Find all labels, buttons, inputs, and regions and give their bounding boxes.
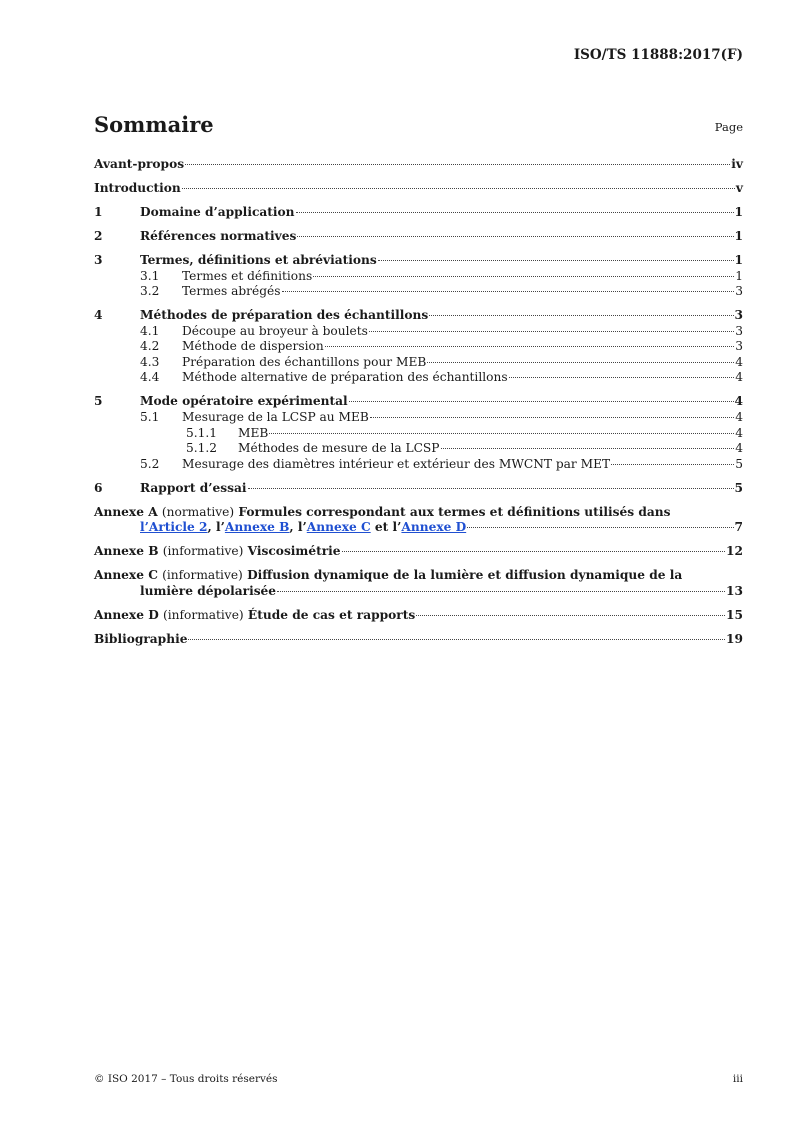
toc-section-number: 3 xyxy=(94,252,103,267)
toc-entry-title: Préparation des échantillons pour MEB xyxy=(182,354,427,369)
toc-entry-section-5-1-2[interactable] xyxy=(94,441,743,457)
annex-c-link[interactable]: Annexe C xyxy=(306,520,371,535)
toc-entry-title: Méthode alternative de préparation des échantillons xyxy=(182,370,508,385)
dot-leader xyxy=(441,448,735,449)
annex-kind: (informative) xyxy=(162,568,243,583)
dot-leader xyxy=(349,401,734,402)
toc-entry-section-3-1[interactable] xyxy=(94,269,743,285)
toc-entry-section-5-1-1[interactable] xyxy=(94,426,743,442)
toc-page-number: 5 xyxy=(735,456,743,471)
toc-section-number: 3.1 xyxy=(140,268,160,283)
toc-page-number: iv xyxy=(731,157,743,171)
toc-page-number: 4 xyxy=(735,425,743,440)
toc-entry-section-6[interactable] xyxy=(94,481,743,497)
toc-entry-bibliographie[interactable] xyxy=(94,632,743,648)
toc-page-number: 15 xyxy=(726,607,743,622)
toc-entry-section-5-1[interactable] xyxy=(94,410,743,426)
dot-leader xyxy=(427,362,734,363)
annex-separator: , l’ xyxy=(289,520,307,535)
annex-label: Annexe C xyxy=(94,568,158,583)
toc-entry-section-4[interactable] xyxy=(94,308,743,324)
dot-leader xyxy=(182,188,735,189)
annex-title-continued: lumière dépolarisée xyxy=(140,583,277,598)
annex-b-link[interactable]: Annexe B xyxy=(224,520,290,535)
toc-entry-title: Termes abrégés xyxy=(182,284,281,299)
toc-page-number: 1 xyxy=(734,228,743,243)
toc-section-number: 4 xyxy=(94,308,103,323)
document-id: ISO/TS 11888:2017(F) xyxy=(573,47,743,63)
dot-leader xyxy=(378,260,734,261)
toc-page-number: 13 xyxy=(726,583,743,598)
toc-entry-section-4-1[interactable] xyxy=(94,324,743,340)
toc-page-number: 1 xyxy=(735,268,743,283)
dot-leader xyxy=(269,433,734,434)
toc-entry-annex-c-continuation[interactable] xyxy=(94,584,743,600)
toc-entry-introduction[interactable] xyxy=(94,181,743,197)
article-2-link[interactable]: l’Article 2 xyxy=(140,520,208,535)
toc-entry-title: Rapport d’essai xyxy=(140,480,247,495)
toc-section-number: 4.2 xyxy=(140,339,160,354)
toc-entry-title: Bibliographie xyxy=(94,631,188,646)
annex-label: Annexe A xyxy=(94,504,158,519)
toc-entry-avant-propos[interactable] xyxy=(94,157,743,173)
annex-kind: (informative) xyxy=(162,544,244,559)
dot-leader xyxy=(248,488,734,489)
toc-section-number: 5.1.1 xyxy=(186,425,218,440)
toc-entry-annex-c[interactable] xyxy=(94,568,743,584)
toc-entry-title: Références normatives xyxy=(140,228,297,243)
toc-page-number: 4 xyxy=(735,370,743,385)
dot-leader xyxy=(416,615,725,616)
toc-section-number: 5.1.2 xyxy=(186,441,218,456)
annex-title: Étude de cas et rapports xyxy=(247,607,416,622)
toc-page-number: 19 xyxy=(726,631,743,646)
page-column-label: Page xyxy=(714,120,743,134)
toc-page-number: 12 xyxy=(726,544,743,559)
toc-entry-section-1[interactable] xyxy=(94,205,743,221)
toc-section-number: 5.2 xyxy=(140,456,160,471)
toc-section-number: 6 xyxy=(94,480,103,495)
dot-leader xyxy=(429,315,733,316)
toc-section-number: 4.4 xyxy=(140,370,160,385)
annex-title: Viscosimétrie xyxy=(247,544,341,559)
annex-kind: (informative) xyxy=(163,607,244,622)
dot-leader xyxy=(313,276,734,277)
toc-entry-title: Domaine d’application xyxy=(140,204,295,219)
toc-entry-title: MEB xyxy=(238,425,269,440)
annex-kind: (normative) xyxy=(161,504,235,519)
toc-page-number: 3 xyxy=(734,308,743,323)
toc-entry-section-4-2[interactable] xyxy=(94,339,743,355)
dot-leader xyxy=(342,551,726,552)
toc-entry-title: Mesurage des diamètres intérieur et extérieur des MWCNT par MET xyxy=(182,456,611,471)
toc-section-number: 5 xyxy=(94,394,103,409)
toc-entry-title: Termes, définitions et abréviations xyxy=(140,252,377,267)
toc-entry-annex-a[interactable] xyxy=(94,505,743,521)
dot-leader xyxy=(509,377,735,378)
toc-page-number: 4 xyxy=(735,441,743,456)
toc-entry-title: Avant-propos xyxy=(94,157,185,171)
toc-entry-title: Mode opératoire expérimental xyxy=(140,394,348,409)
toc-entry-title: Mesurage de la LCSP au MEB xyxy=(182,410,369,425)
annex-separator: , l’ xyxy=(207,520,225,535)
annex-label: Annexe D xyxy=(94,607,159,622)
annex-title: Formules correspondant aux termes et définitions utilisés dans xyxy=(238,504,671,519)
footer-page-number: iii xyxy=(732,1073,743,1085)
toc-section-number: 5.1 xyxy=(140,410,160,425)
dot-leader xyxy=(277,591,725,592)
toc-page-number: v xyxy=(735,180,743,195)
annex-title: Diffusion dynamique de la lumière et diffusion dynamique de la xyxy=(247,568,683,583)
annex-d-link[interactable]: Annexe D xyxy=(401,520,467,535)
toc-entry-section-4-4[interactable] xyxy=(94,370,743,386)
toc-page-number: 5 xyxy=(734,480,743,495)
toc-entry-title: Méthodes de préparation des échantillons xyxy=(140,308,429,323)
toc-page-number: 3 xyxy=(735,339,743,354)
dot-leader xyxy=(185,164,730,165)
toc-section-number: 2 xyxy=(94,228,103,243)
toc-entry-annex-a-continuation[interactable] xyxy=(94,520,743,536)
toc-section-number: 1 xyxy=(94,204,103,219)
table-of-contents xyxy=(94,157,743,648)
toc-entry-section-4-3[interactable] xyxy=(94,355,743,371)
toc-entry-title: Découpe au broyeur à boulets xyxy=(182,323,368,338)
toc-section-number: 4.1 xyxy=(140,323,160,338)
toc-page-number: 4 xyxy=(735,354,743,369)
dot-leader xyxy=(282,291,735,292)
toc-entry-title: Termes et définitions xyxy=(182,268,313,283)
dot-leader xyxy=(467,527,733,528)
toc-page-number: 4 xyxy=(734,394,743,409)
toc-page-number: 3 xyxy=(735,284,743,299)
toc-page-number: 3 xyxy=(735,323,743,338)
dot-leader xyxy=(188,639,725,640)
dot-leader xyxy=(611,464,734,465)
toc-page-number: 1 xyxy=(734,204,743,219)
toc-section-number: 4.3 xyxy=(140,354,160,369)
toc-entry-section-3-2[interactable] xyxy=(94,284,743,300)
toc-entry-section-5[interactable] xyxy=(94,394,743,410)
annex-separator: et l’ xyxy=(370,520,402,535)
toc-entry-section-2[interactable] xyxy=(94,229,743,245)
toc-entry-annex-d[interactable] xyxy=(94,608,743,624)
page-title: Sommaire xyxy=(94,112,214,137)
dot-leader xyxy=(369,331,734,332)
toc-section-number: 3.2 xyxy=(140,284,160,299)
dot-leader xyxy=(297,236,733,237)
toc-page-number: 1 xyxy=(734,252,743,267)
toc-page-number: 7 xyxy=(734,520,743,535)
dot-leader xyxy=(296,212,734,213)
toc-entry-title: Méthodes de mesure de la LCSP xyxy=(238,441,440,456)
toc-entry-section-3[interactable] xyxy=(94,253,743,269)
annex-label: Annexe B xyxy=(94,544,159,559)
toc-entry-title: Méthode de dispersion xyxy=(182,339,324,354)
footer-copyright: © ISO 2017 – Tous droits réservés xyxy=(94,1073,278,1085)
toc-entry-section-5-2[interactable] xyxy=(94,457,743,473)
toc-entry-title: Introduction xyxy=(94,180,181,195)
dot-leader xyxy=(370,417,734,418)
toc-page-number: 4 xyxy=(735,410,743,425)
toc-entry-annex-b[interactable] xyxy=(94,544,743,560)
dot-leader xyxy=(325,346,735,347)
